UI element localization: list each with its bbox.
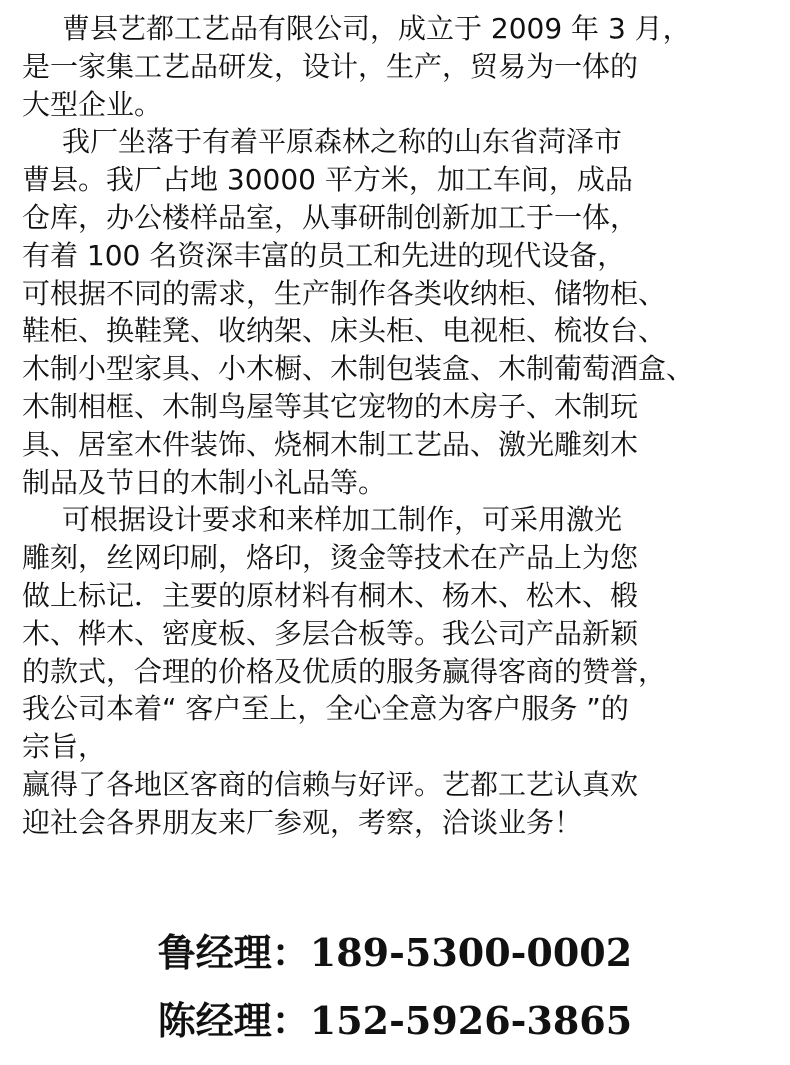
text-line: 宗旨， [22,730,107,764]
text-line: 木制小型家具、小木橱、木制包装盒、木制葡萄酒盒、 [22,352,695,386]
text-line: 做上标记．主要的原材料有桐木、杨木、松木、椴 [22,578,639,612]
text-line: 有着 100 名资深丰富的员工和先进的现代设备， [22,238,626,272]
text-line: 雕刻，丝网印刷，烙印，烫金等技术在产品上为您 [22,541,639,575]
text-line: 大型企业。 [22,87,163,121]
text-line: 曹县。我厂占地 30000 平方米，加工车间，成品 [22,163,633,197]
text-line: 迎社会各界朋友来厂参观，考察，洽谈业务！ [22,805,583,839]
text-line: 可根据不同的需求，生产制作各类收纳柜、储物柜、 [22,276,667,310]
contact-manager-lu: 鲁经理：189-5300-0002 [157,930,633,975]
text-line: 具、居室木件装饰、烧桐木制工艺品、激光雕刻木 [22,427,639,461]
text-line: 鞋柜、换鞋凳、收纳架、床头柜、电视柜、梳妆台、 [22,314,667,348]
company-profile-text [22,10,774,842]
text-line: 曹县艺都工艺品有限公司，成立于 2009 年 3 月， [62,12,691,45]
text-line: 木制相框、木制鸟屋等其它宠物的木房子、木制玩 [22,389,639,423]
text-line: 制品及节日的木制小礼品等。 [22,465,387,499]
contact-manager-chen: 陈经理：152-5926-3865 [157,998,633,1043]
text-line: 可根据设计要求和来样加工制作，可采用激光 [62,503,623,537]
contact-list [0,924,790,1060]
text-line: 的款式，合理的价格及优质的服务赢得客商的赞誉， [22,654,667,688]
text-line: 木、桦木、密度板、多层合板等。我公司产品新颖 [22,616,639,650]
text-line: 仓库，办公楼样品室，从事研制创新加工于一体， [22,200,639,234]
text-line: 是一家集工艺品研发，设计，生产，贸易为一体的 [22,49,639,83]
text-line: 我厂坐落于有着平原森林之称的山东省菏泽市 [62,125,623,159]
text-line: 赢得了各地区客商的信赖与好评。艺都工艺认真欢 [22,767,639,801]
text-line: 我公司本着“ 客户至上，全心全意为客户服务 ”的 [22,692,629,726]
